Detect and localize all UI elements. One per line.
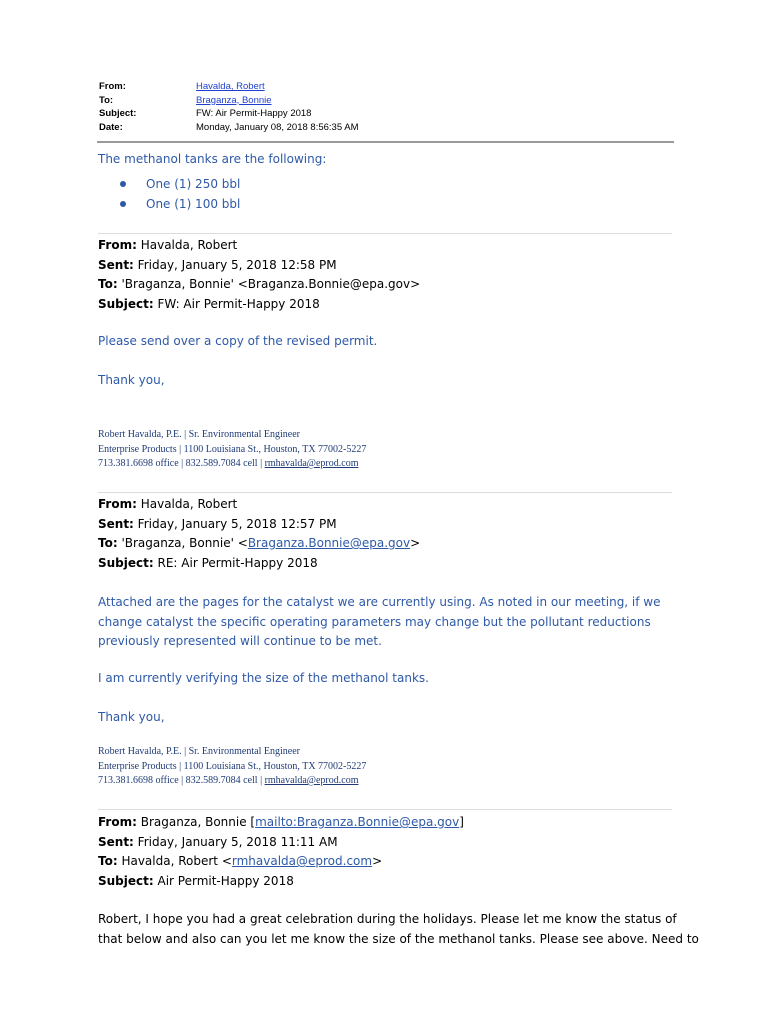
subject-label: Subject: <box>98 296 154 311</box>
from-prefix: Braganza, Bonnie [ <box>136 815 256 829</box>
sent-value: Friday, January 5, 2018 11:11 AM <box>133 834 338 849</box>
msg1-body-line: Please send over a copy of the revised permit. <box>98 334 378 348</box>
signature-line-2: Enterprise Products | 1100 Louisiana St., Houston, TX 77002-5227 <box>98 760 367 772</box>
subject-label: Subject: <box>98 555 154 570</box>
signature-phones: 713.381.6698 office | 832.589.7084 cell | <box>98 775 265 786</box>
to-label: To: <box>98 536 118 550</box>
to-suffix: > <box>410 536 421 550</box>
sent-label: Sent: <box>98 257 134 272</box>
divider <box>98 492 672 493</box>
to-email-link[interactable]: Braganza.Bonnie@epa.gov <box>247 536 411 550</box>
msg3-body-line: that below and also can you let me know the size of the methanol tanks. Please see above. Need to <box>98 931 699 946</box>
header-from-label: From: <box>99 81 126 92</box>
msg2-body-2 <box>98 671 678 685</box>
header-subject-label: Subject: <box>99 108 137 119</box>
signature-phones: 713.381.6698 office | 832.589.7084 cell | <box>98 458 265 469</box>
msg3-sent <box>98 833 698 853</box>
header-subject-row <box>99 107 674 121</box>
header-from-row <box>99 80 674 94</box>
msg2-meta <box>98 495 698 573</box>
signature-line-3 <box>98 457 366 472</box>
subject-value: FW: Air Permit-Happy 2018 <box>153 296 320 311</box>
signature-line-1: Robert Havalda, P.E. | Sr. Environmental Engineer <box>98 746 300 757</box>
list-item-text: One (1) 100 bbl <box>146 197 241 211</box>
to-label: To: <box>98 277 118 291</box>
msg2-body <box>98 593 678 652</box>
header-to-row <box>99 94 674 108</box>
intro-text <box>98 152 678 166</box>
msg2-body-line: change catalyst the specific operating parameters may change but the pollutant reductions <box>98 614 651 629</box>
msg3-meta <box>98 813 698 891</box>
header-date-value: Monday, January 08, 2018 8:56:35 AM <box>196 121 359 133</box>
header-from-link[interactable]: Havalda, Robert <box>196 81 265 92</box>
signature-line-1: Robert Havalda, P.E. | Sr. Environmental Engineer <box>98 429 300 440</box>
email-header <box>99 80 674 134</box>
to-label: To: <box>98 854 118 868</box>
msg2-thanks <box>98 710 678 724</box>
subject-value: Air Permit-Happy 2018 <box>153 873 294 888</box>
msg1-thanks-line: Thank you, <box>98 373 165 387</box>
msg2-to <box>98 534 698 554</box>
divider <box>98 809 672 810</box>
msg3-body-line: Robert, I hope you had a great celebration during the holidays. Please let me know the status of <box>98 912 677 926</box>
bullet-icon <box>120 181 126 187</box>
msg1-thanks <box>98 373 678 387</box>
subject-value: RE: Air Permit-Happy 2018 <box>153 555 318 570</box>
sent-value: Friday, January 5, 2018 12:57 PM <box>133 516 337 531</box>
header-subject-value: FW: Air Permit-Happy 2018 <box>196 108 312 119</box>
subject-label: Subject: <box>98 873 154 888</box>
from-value: Havalda, Robert <box>136 238 238 252</box>
header-to-link[interactable]: Braganza, Bonnie <box>196 94 272 106</box>
to-email-link[interactable]: rmhavalda@eprod.com <box>231 854 373 868</box>
sent-label: Sent: <box>98 516 134 531</box>
msg2-body-line: previously represented will continue to be met. <box>98 634 382 648</box>
intro-line: The methanol tanks are the following: <box>98 152 327 166</box>
msg2-subject <box>98 554 698 574</box>
msg2-from <box>98 495 698 515</box>
msg1-body <box>98 334 678 348</box>
msg3-to <box>98 852 698 872</box>
msg2-body-line: I am currently verifying the size of the methanol tanks. <box>98 671 429 685</box>
to-value: 'Braganza, Bonnie' <Braganza.Bonnie@epa.gov> <box>117 277 421 291</box>
from-label: From: <box>98 497 137 511</box>
divider <box>98 233 672 234</box>
header-divider <box>97 141 674 143</box>
header-to-label: To: <box>99 94 114 106</box>
msg3-subject <box>98 872 698 892</box>
msg1-to <box>98 275 698 295</box>
to-prefix: 'Braganza, Bonnie' < <box>117 536 248 550</box>
from-suffix: ] <box>459 815 464 829</box>
from-label: From: <box>98 815 137 829</box>
sent-value: Friday, January 5, 2018 12:58 PM <box>133 257 337 272</box>
signature-line-2: Enterprise Products | 1100 Louisiana St., Houston, TX 77002-5227 <box>98 443 367 455</box>
header-date-row <box>99 121 674 135</box>
msg3-from <box>98 813 698 833</box>
msg2-thanks-line: Thank you, <box>98 710 165 724</box>
msg1-meta <box>98 236 698 314</box>
header-date-label: Date: <box>99 121 123 133</box>
signature-block <box>98 745 366 789</box>
msg2-sent <box>98 515 698 535</box>
signature-block <box>98 428 366 472</box>
msg1-subject <box>98 295 698 315</box>
msg1-from <box>98 236 698 256</box>
sent-label: Sent: <box>98 834 134 849</box>
msg2-body-line: Attached are the pages for the catalyst we are currently using. As noted in our meeting, if we <box>98 595 661 609</box>
from-label: From: <box>98 238 137 252</box>
list-item-text: One (1) 250 bbl <box>146 177 241 191</box>
to-prefix: Havalda, Robert < <box>117 854 232 868</box>
from-value: Havalda, Robert <box>136 497 238 511</box>
signature-email-link[interactable]: rmhavalda@eprod.com <box>264 458 359 469</box>
signature-email-link[interactable]: rmhavalda@eprod.com <box>264 775 359 786</box>
signature-line-3 <box>98 774 366 789</box>
msg1-sent <box>98 256 698 276</box>
to-suffix: > <box>372 854 383 868</box>
bullet-icon <box>120 201 126 207</box>
msg3-body <box>98 910 699 949</box>
from-mailto-link[interactable]: mailto:Braganza.Bonnie@epa.gov <box>255 815 460 829</box>
